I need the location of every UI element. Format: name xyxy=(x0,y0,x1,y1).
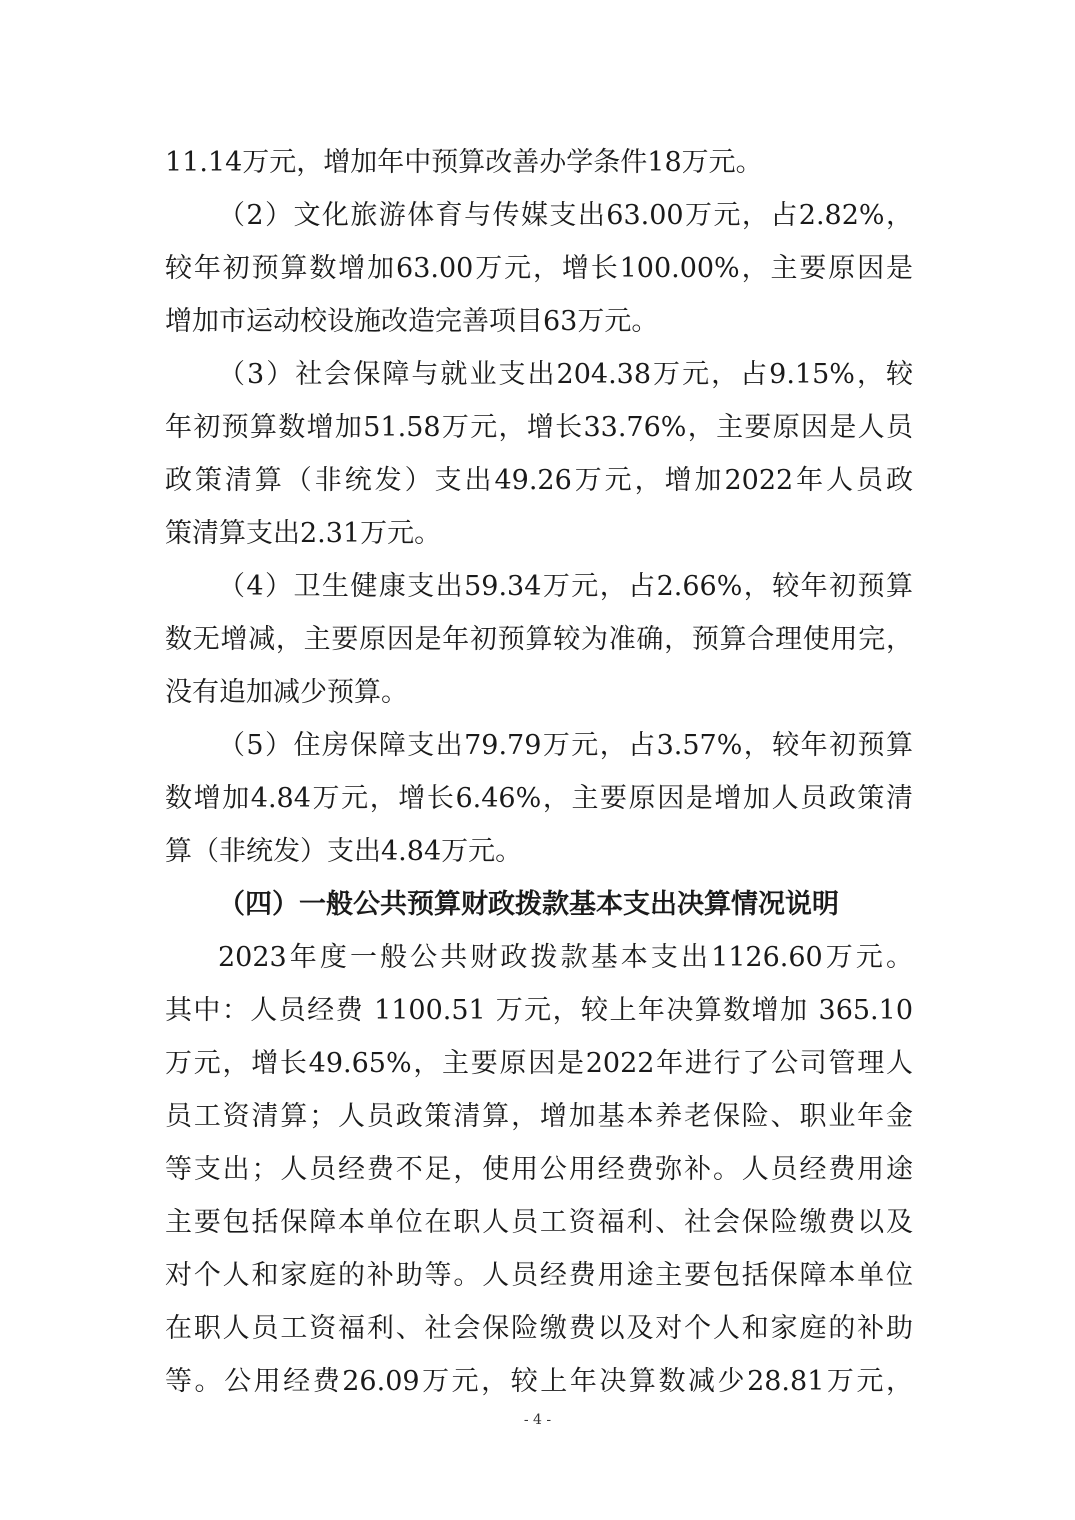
paragraph-line: （3）社会保障与就业支出204.38万元，占9.15%，较 xyxy=(218,359,913,390)
paragraph-line: 等。公用经费26.09万元，较上年决算数减少28.81万元， xyxy=(165,1366,913,1397)
paragraph-line: 政策清算（非统发）支出49.26万元，增加2022年人员政 xyxy=(165,465,913,496)
page-number: - 4 - xyxy=(523,1412,552,1428)
paragraph-line: 11.14万元，增加年中预算改善办学条件18万元。 xyxy=(165,147,763,178)
paragraph-line: 增加市运动校设施改造完善项目63万元。 xyxy=(165,306,659,337)
paragraph-line: （5）住房保障支出79.79万元，占3.57%，较年初预算 xyxy=(218,730,913,761)
paragraph-line: 较年初预算数增加63.00万元，增长100.00%，主要原因是 xyxy=(165,253,913,284)
paragraph-line: 没有追加减少预算。 xyxy=(165,677,408,708)
paragraph-line: 对个人和家庭的补助等。人员经费用途主要包括保障本单位 xyxy=(165,1260,913,1291)
paragraph-line: 数无增减，主要原因是年初预算较为准确，预算合理使用完， xyxy=(165,624,913,655)
paragraph-line: 在职人员工资福利、社会保险缴费以及对个人和家庭的补助 xyxy=(165,1313,913,1344)
paragraph-line: 主要包括保障本单位在职人员工资福利、社会保险缴费以及 xyxy=(165,1207,913,1238)
paragraph-line: （4）卫生健康支出59.34万元，占2.66%，较年初预算 xyxy=(218,571,913,602)
paragraph-line: 年初预算数增加51.58万元，增长33.76%，主要原因是人员 xyxy=(165,412,913,443)
paragraph-line: 等支出；人员经费不足，使用公用经费弥补。人员经费用途 xyxy=(165,1154,913,1185)
paragraph-line: 策清算支出2.31万元。 xyxy=(165,518,442,549)
section-heading: （四）一般公共预算财政拨款基本支出决算情况说明 xyxy=(218,889,839,920)
paragraph-line: （2）文化旅游体育与传媒支出63.00万元，占2.82%， xyxy=(218,200,913,231)
paragraph-line: 2023年度一般公共财政拨款基本支出1126.60万元。 xyxy=(218,942,913,973)
paragraph-line: 算（非统发）支出4.84万元。 xyxy=(165,836,523,867)
paragraph-line: 数增加4.84万元，增长6.46%，主要原因是增加人员政策清 xyxy=(165,783,913,814)
paragraph-line: 万元，增长49.65%，主要原因是2022年进行了公司管理人 xyxy=(165,1048,913,1079)
paragraph-line: 其中：人员经费 1100.51 万元，较上年决算数增加 365.10 xyxy=(165,995,913,1026)
paragraph-line: 员工资清算；人员政策清算，增加基本养老保险、职业年金 xyxy=(165,1101,913,1132)
